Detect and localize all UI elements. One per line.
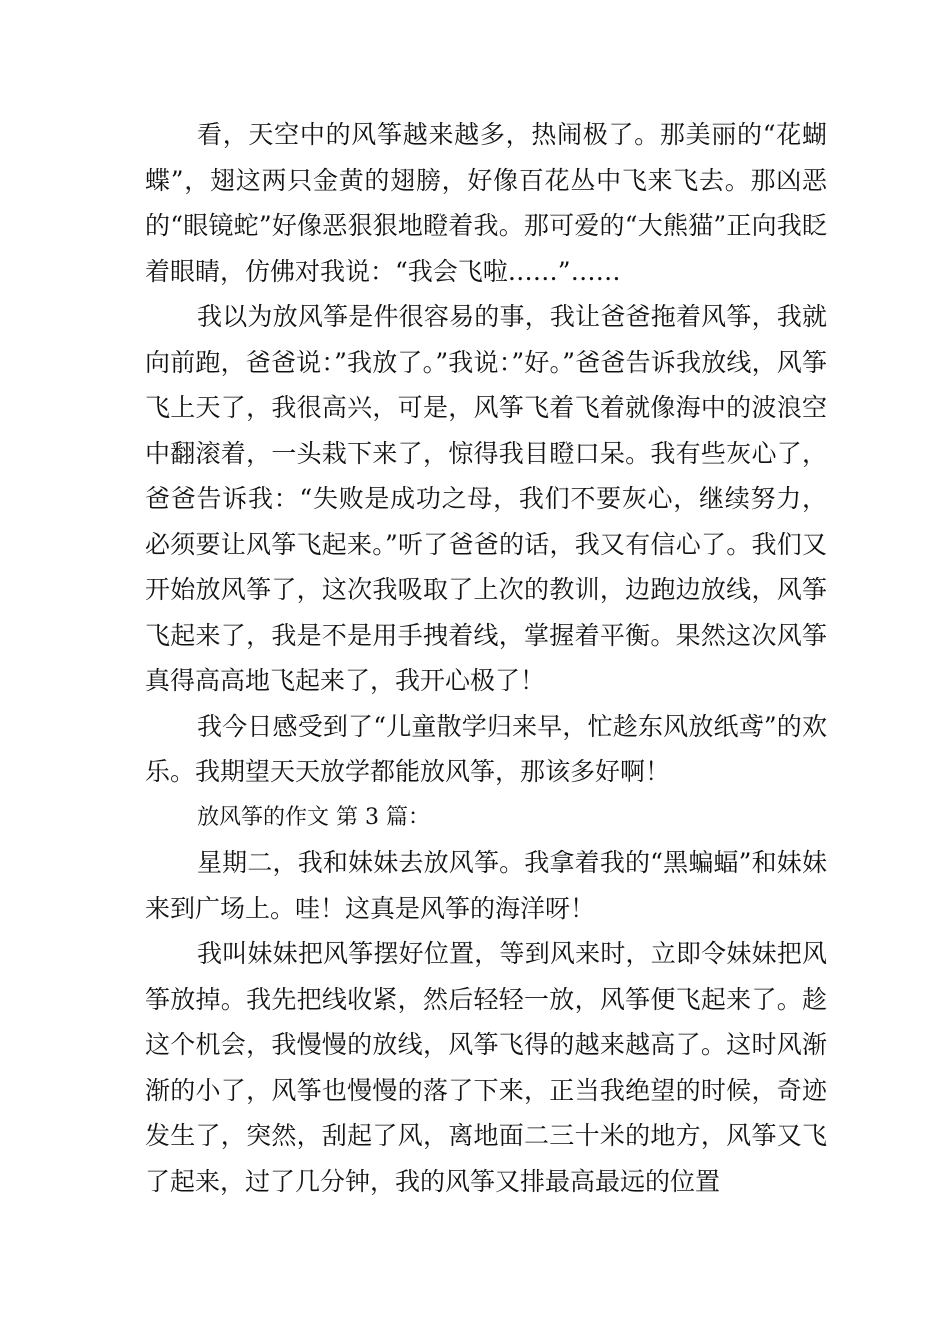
document-page xyxy=(145,112,827,1204)
section-heading: 放风筝的作文 第 3 篇： xyxy=(197,804,430,830)
paragraph-kites-in-sky: 看，天空中的风筝越来越多，热闹极了。那美丽的“花蝴蝶”，翅这两只金黄的翅膀，好像百花丛中飞来飞去。那凶恶的“眼镜蛇”好像恶狠狠地瞪着我。那可爱的“大熊猫”正向我眨着眼睛，仿佛对我说：“我会飞啦……”…… xyxy=(145,120,827,286)
paragraph-flying-kite: 我叫妹妹把风筝摆好位置，等到风来时，立即令妹妹把风筝放掉。我先把线收紧，然后轻轻一放，风筝便飞起来了。趁这个机会，我慢慢的放线，风筝飞得的越来越高了。这时风渐渐的小了，风筝也慢慢的落了下来，正当我绝望的时候，奇迹发生了，突然，刮起了风，离地面二三十米的地方，风筝又飞了起来，过了几分钟，我的风筝又排最高最远的位置 xyxy=(145,939,827,1196)
paragraph-tuesday: 星期二，我和妹妹去放风筝。我拿着我的“黑蝙蝠”和妹妹来到广场上。哇！这真是风筝的海洋呀！ xyxy=(145,848,827,923)
paragraph-first-attempt: 我以为放风筝是件很容易的事，我让爸爸拖着风筝，我就向前跑，爸爸说：”我放了。”我说：”好。”爸爸告诉我放线，风筝飞上天了，我很高兴，可是，风筝飞着飞着就像海中的波浪空中翻滚着，一头栽下来了，惊得我目瞪口呆。我有些灰心了，爸爸告诉我：“失败是成功之母，我们不要灰心，继续努力，必须要让风筝飞起来。”听了爸爸的话，我又有信心了。我们又开始放风筝了，这次我吸取了上次的教训，边跑边放线，风筝飞起来了，我是不是用手拽着线，掌握着平衡。果然这次风筝真得高高地飞起来了，我开心极了！ xyxy=(145,302,827,695)
paragraph-feeling: 我今日感受到了“儿童散学归来早，忙趁东风放纸鸢”的欢乐。我期望天天放学都能放风筝，那该多好啊！ xyxy=(145,711,827,786)
